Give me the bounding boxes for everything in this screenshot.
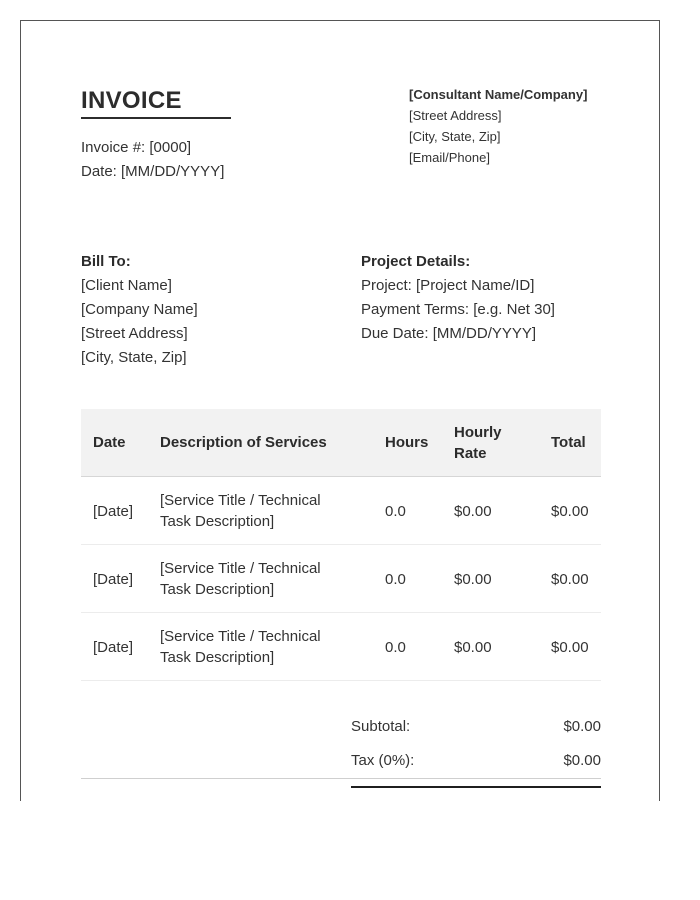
header-date: Date (93, 434, 126, 451)
title-underline (81, 117, 231, 119)
project-line: Project: [Project Name/ID] (361, 277, 535, 294)
header-total: Total (551, 434, 586, 451)
row-total: $0.00 (551, 639, 589, 656)
consultant-name: [Consultant Name/Company] (409, 87, 588, 102)
due-date: Due Date: [MM/DD/YYYY] (361, 325, 537, 342)
consultant-block (409, 84, 587, 168)
row-date: [Date] (93, 571, 134, 588)
project-details-heading: Project Details: (361, 253, 471, 270)
row-description: [Service Title / Technical Task Description] (160, 492, 321, 530)
row-hours: 0.0 (385, 503, 406, 520)
table-row (81, 477, 601, 545)
row-hours: 0.0 (385, 639, 406, 656)
row-date: [Date] (93, 503, 134, 520)
invoice-title: INVOICE (81, 87, 182, 114)
row-rate: $0.00 (454, 571, 492, 588)
row-date: [Date] (93, 639, 134, 656)
grand-total-rule (351, 786, 601, 788)
invoice-number: Invoice #: [0000] (81, 139, 192, 156)
header-hourly-rate (454, 422, 502, 464)
row-total: $0.00 (551, 503, 589, 520)
services-table (81, 409, 601, 681)
consultant-city: [City, State, Zip] (409, 129, 501, 144)
row-total: $0.00 (551, 571, 589, 588)
table-row (81, 545, 601, 613)
bill-to-block (81, 250, 198, 370)
subtotal-label: Subtotal: (351, 718, 411, 735)
header-hours: Hours (385, 434, 429, 451)
project-details-block (361, 250, 555, 346)
tax-value: $0.00 (563, 752, 601, 769)
row-description: [Service Title / Technical Task Description] (160, 560, 321, 598)
consultant-contact: [Email/Phone] (409, 150, 490, 165)
header-rate-line1: Hourly (454, 424, 502, 441)
header-rate-line2: Rate (454, 445, 487, 462)
header-description: Description of Services (160, 434, 327, 451)
tax-label: Tax (0%): (351, 752, 415, 769)
row-hours: 0.0 (385, 571, 406, 588)
payment-terms: Payment Terms: [e.g. Net 30] (361, 301, 555, 318)
client-name: [Client Name] (81, 277, 172, 294)
client-company: [Company Name] (81, 301, 198, 318)
bill-to-heading: Bill To: (81, 253, 131, 270)
row-rate: $0.00 (454, 639, 492, 656)
totals-divider (81, 778, 601, 779)
subtotal-value: $0.00 (563, 718, 601, 735)
client-address: [Street Address] (81, 325, 188, 342)
invoice-date: Date: [MM/DD/YYYY] (81, 163, 225, 180)
row-rate: $0.00 (454, 503, 492, 520)
row-description: [Service Title / Technical Task Description] (160, 628, 321, 666)
consultant-address: [Street Address] (409, 108, 502, 123)
client-city: [City, State, Zip] (81, 349, 187, 366)
table-header (81, 409, 601, 477)
invoice-page (20, 20, 660, 801)
table-row (81, 613, 601, 681)
